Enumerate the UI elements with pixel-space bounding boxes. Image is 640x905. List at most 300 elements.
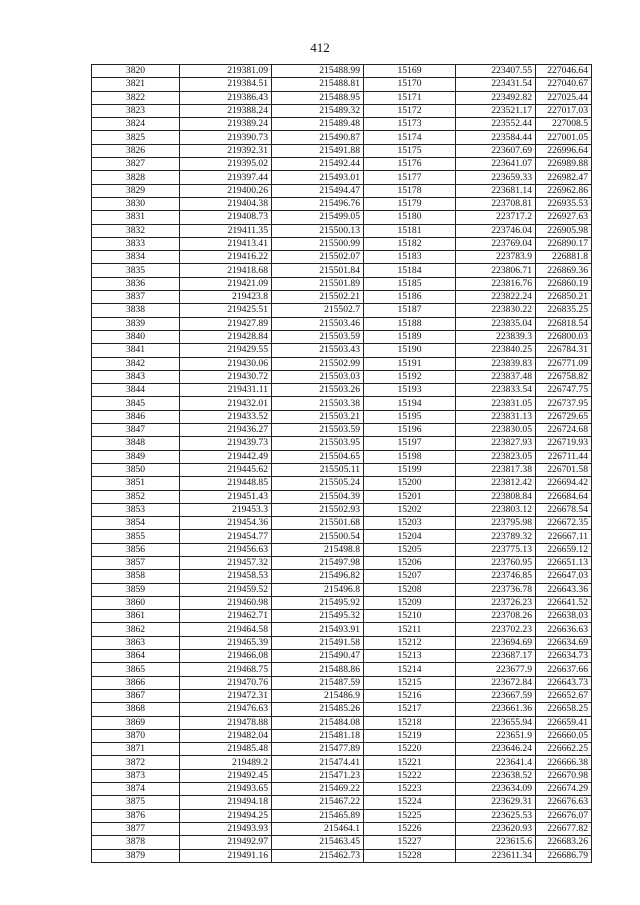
x-coordinate-cell: 223839.83 bbox=[456, 357, 536, 370]
x-coordinate-cell: 223812.42 bbox=[456, 477, 536, 490]
point-number-cell: 15196 bbox=[364, 424, 456, 437]
y-coordinate-cell: 226643.36 bbox=[536, 583, 592, 596]
table-row bbox=[92, 796, 592, 809]
point-number-cell: 3828 bbox=[92, 171, 180, 184]
x-coordinate-cell: 223806.71 bbox=[456, 264, 536, 277]
x-coordinate-cell: 219494.25 bbox=[180, 809, 272, 822]
x-coordinate-cell: 223746.85 bbox=[456, 570, 536, 583]
table-row bbox=[92, 477, 592, 490]
y-coordinate-cell: 226678.54 bbox=[536, 503, 592, 516]
y-coordinate-cell: 215494.47 bbox=[272, 184, 364, 197]
table-row bbox=[92, 769, 592, 782]
point-number-cell: 3843 bbox=[92, 370, 180, 383]
y-coordinate-cell: 226667.11 bbox=[536, 530, 592, 543]
table-row bbox=[92, 397, 592, 410]
x-coordinate-cell: 223492.82 bbox=[456, 91, 536, 104]
y-coordinate-cell: 215503.21 bbox=[272, 410, 364, 423]
x-coordinate-cell: 223431.54 bbox=[456, 78, 536, 91]
x-coordinate-cell: 223736.78 bbox=[456, 583, 536, 596]
table-row bbox=[92, 570, 592, 583]
y-coordinate-cell: 226647.03 bbox=[536, 570, 592, 583]
x-coordinate-cell: 219491.16 bbox=[180, 849, 272, 862]
table-row bbox=[92, 623, 592, 636]
point-number-cell: 3877 bbox=[92, 822, 180, 835]
y-coordinate-cell: 227017.03 bbox=[536, 104, 592, 117]
y-coordinate-cell: 215488.86 bbox=[272, 663, 364, 676]
x-coordinate-cell: 219386.43 bbox=[180, 91, 272, 104]
point-number-cell: 15172 bbox=[364, 104, 456, 117]
x-coordinate-cell: 219465.39 bbox=[180, 636, 272, 649]
y-coordinate-cell: 215503.95 bbox=[272, 437, 364, 450]
x-coordinate-cell: 219462.71 bbox=[180, 610, 272, 623]
y-coordinate-cell: 215492.44 bbox=[272, 158, 364, 171]
y-coordinate-cell: 215490.87 bbox=[272, 131, 364, 144]
y-coordinate-cell: 226660.05 bbox=[536, 729, 592, 742]
point-number-cell: 15218 bbox=[364, 716, 456, 729]
y-coordinate-cell: 226701.58 bbox=[536, 463, 592, 476]
point-number-cell: 15210 bbox=[364, 610, 456, 623]
table-row bbox=[92, 65, 592, 78]
point-number-cell: 3826 bbox=[92, 144, 180, 157]
y-coordinate-cell: 215503.38 bbox=[272, 397, 364, 410]
point-number-cell: 15180 bbox=[364, 211, 456, 224]
table-row bbox=[92, 756, 592, 769]
x-coordinate-cell: 223817.38 bbox=[456, 463, 536, 476]
x-coordinate-cell: 223625.53 bbox=[456, 809, 536, 822]
y-coordinate-cell: 215489.32 bbox=[272, 104, 364, 117]
point-number-cell: 3848 bbox=[92, 437, 180, 450]
table-row bbox=[92, 118, 592, 131]
point-number-cell: 15219 bbox=[364, 729, 456, 742]
table-row bbox=[92, 171, 592, 184]
x-coordinate-cell: 223611.34 bbox=[456, 849, 536, 862]
y-coordinate-cell: 226850.21 bbox=[536, 291, 592, 304]
point-number-cell: 3836 bbox=[92, 277, 180, 290]
y-coordinate-cell: 226869.36 bbox=[536, 264, 592, 277]
point-number-cell: 15214 bbox=[364, 663, 456, 676]
y-coordinate-cell: 215503.43 bbox=[272, 344, 364, 357]
y-coordinate-cell: 215502.7 bbox=[272, 304, 364, 317]
x-coordinate-cell: 223651.9 bbox=[456, 729, 536, 742]
y-coordinate-cell: 215505.11 bbox=[272, 463, 364, 476]
y-coordinate-cell: 226670.98 bbox=[536, 769, 592, 782]
point-number-cell: 15190 bbox=[364, 344, 456, 357]
point-number-cell: 3844 bbox=[92, 384, 180, 397]
point-number-cell: 3840 bbox=[92, 330, 180, 343]
point-number-cell: 3860 bbox=[92, 596, 180, 609]
point-number-cell: 3865 bbox=[92, 663, 180, 676]
y-coordinate-cell: 226641.52 bbox=[536, 596, 592, 609]
y-coordinate-cell: 215465.89 bbox=[272, 809, 364, 822]
point-number-cell: 3824 bbox=[92, 118, 180, 131]
table-row bbox=[92, 357, 592, 370]
x-coordinate-cell: 219478.88 bbox=[180, 716, 272, 729]
point-number-cell: 15203 bbox=[364, 517, 456, 530]
point-number-cell: 15223 bbox=[364, 783, 456, 796]
point-number-cell: 3863 bbox=[92, 636, 180, 649]
point-number-cell: 3878 bbox=[92, 836, 180, 849]
point-number-cell: 3850 bbox=[92, 463, 180, 476]
table-row bbox=[92, 543, 592, 556]
x-coordinate-cell: 223808.84 bbox=[456, 490, 536, 503]
x-coordinate-cell: 223835.04 bbox=[456, 317, 536, 330]
point-number-cell: 15174 bbox=[364, 131, 456, 144]
x-coordinate-cell: 223681.14 bbox=[456, 184, 536, 197]
point-number-cell: 3830 bbox=[92, 197, 180, 210]
point-number-cell: 15225 bbox=[364, 809, 456, 822]
x-coordinate-cell: 223708.26 bbox=[456, 610, 536, 623]
x-coordinate-cell: 219445.62 bbox=[180, 463, 272, 476]
x-coordinate-cell: 219416.22 bbox=[180, 251, 272, 264]
y-coordinate-cell: 226694.42 bbox=[536, 477, 592, 490]
x-coordinate-cell: 219390.73 bbox=[180, 131, 272, 144]
y-coordinate-cell: 215481.18 bbox=[272, 729, 364, 742]
x-coordinate-cell: 223726.23 bbox=[456, 596, 536, 609]
table-row bbox=[92, 131, 592, 144]
x-coordinate-cell: 219430.72 bbox=[180, 370, 272, 383]
y-coordinate-cell: 215469.22 bbox=[272, 783, 364, 796]
table-row bbox=[92, 822, 592, 835]
x-coordinate-cell: 219384.51 bbox=[180, 78, 272, 91]
point-number-cell: 3864 bbox=[92, 650, 180, 663]
y-coordinate-cell: 226676.07 bbox=[536, 809, 592, 822]
x-coordinate-cell: 219400.26 bbox=[180, 184, 272, 197]
table-row bbox=[92, 809, 592, 822]
x-coordinate-cell: 223646.24 bbox=[456, 743, 536, 756]
x-coordinate-cell: 219466.08 bbox=[180, 650, 272, 663]
y-coordinate-cell: 226935.53 bbox=[536, 197, 592, 210]
point-number-cell: 15173 bbox=[364, 118, 456, 131]
point-number-cell: 15208 bbox=[364, 583, 456, 596]
x-coordinate-cell: 219454.77 bbox=[180, 530, 272, 543]
point-number-cell: 3841 bbox=[92, 344, 180, 357]
table-row bbox=[92, 437, 592, 450]
y-coordinate-cell: 226683.26 bbox=[536, 836, 592, 849]
table-row bbox=[92, 610, 592, 623]
y-coordinate-cell: 226659.12 bbox=[536, 543, 592, 556]
y-coordinate-cell: 215501.68 bbox=[272, 517, 364, 530]
point-number-cell: 3866 bbox=[92, 676, 180, 689]
y-coordinate-cell: 226672.35 bbox=[536, 517, 592, 530]
point-number-cell: 3837 bbox=[92, 291, 180, 304]
x-coordinate-cell: 219451.43 bbox=[180, 490, 272, 503]
y-coordinate-cell: 215474.41 bbox=[272, 756, 364, 769]
point-number-cell: 15209 bbox=[364, 596, 456, 609]
point-number-cell: 3862 bbox=[92, 623, 180, 636]
table-row bbox=[92, 636, 592, 649]
table-row bbox=[92, 224, 592, 237]
point-number-cell: 15200 bbox=[364, 477, 456, 490]
y-coordinate-cell: 226719.93 bbox=[536, 437, 592, 450]
x-coordinate-cell: 223407.55 bbox=[456, 65, 536, 78]
y-coordinate-cell: 215500.13 bbox=[272, 224, 364, 237]
table-row bbox=[92, 304, 592, 317]
point-number-cell: 15192 bbox=[364, 370, 456, 383]
y-coordinate-cell: 226724.68 bbox=[536, 424, 592, 437]
x-coordinate-cell: 223775.13 bbox=[456, 543, 536, 556]
table-row bbox=[92, 197, 592, 210]
table-row bbox=[92, 716, 592, 729]
page-number: 412 bbox=[310, 40, 330, 55]
y-coordinate-cell: 226758.82 bbox=[536, 370, 592, 383]
table-row bbox=[92, 503, 592, 516]
x-coordinate-cell: 219432.01 bbox=[180, 397, 272, 410]
y-coordinate-cell: 215489.48 bbox=[272, 118, 364, 131]
x-coordinate-cell: 223659.33 bbox=[456, 171, 536, 184]
x-coordinate-cell: 219489.2 bbox=[180, 756, 272, 769]
x-coordinate-cell: 219476.63 bbox=[180, 703, 272, 716]
y-coordinate-cell: 226818.54 bbox=[536, 317, 592, 330]
x-coordinate-cell: 223687.17 bbox=[456, 650, 536, 663]
point-number-cell: 15199 bbox=[364, 463, 456, 476]
x-coordinate-cell: 219413.41 bbox=[180, 237, 272, 250]
y-coordinate-cell: 215471.23 bbox=[272, 769, 364, 782]
table-row bbox=[92, 158, 592, 171]
table-row bbox=[92, 583, 592, 596]
table-row bbox=[92, 251, 592, 264]
point-number-cell: 15186 bbox=[364, 291, 456, 304]
point-number-cell: 3853 bbox=[92, 503, 180, 516]
x-coordinate-cell: 223702.23 bbox=[456, 623, 536, 636]
y-coordinate-cell: 226637.66 bbox=[536, 663, 592, 676]
point-number-cell: 15197 bbox=[364, 437, 456, 450]
y-coordinate-cell: 215488.81 bbox=[272, 78, 364, 91]
y-coordinate-cell: 215499.05 bbox=[272, 211, 364, 224]
x-coordinate-cell: 219448.85 bbox=[180, 477, 272, 490]
point-number-cell: 15216 bbox=[364, 689, 456, 702]
table-row bbox=[92, 530, 592, 543]
point-number-cell: 3846 bbox=[92, 410, 180, 423]
point-number-cell: 15217 bbox=[364, 703, 456, 716]
x-coordinate-cell: 223634.09 bbox=[456, 783, 536, 796]
point-number-cell: 3875 bbox=[92, 796, 180, 809]
y-coordinate-cell: 215490.47 bbox=[272, 650, 364, 663]
point-number-cell: 3820 bbox=[92, 65, 180, 78]
y-coordinate-cell: 226677.82 bbox=[536, 822, 592, 835]
y-coordinate-cell: 215467.22 bbox=[272, 796, 364, 809]
x-coordinate-cell: 219436.27 bbox=[180, 424, 272, 437]
x-coordinate-cell: 223694.69 bbox=[456, 636, 536, 649]
x-coordinate-cell: 219439.73 bbox=[180, 437, 272, 450]
y-coordinate-cell: 226747.75 bbox=[536, 384, 592, 397]
x-coordinate-cell: 223816.76 bbox=[456, 277, 536, 290]
table-row bbox=[92, 676, 592, 689]
point-number-cell: 3845 bbox=[92, 397, 180, 410]
y-coordinate-cell: 215500.54 bbox=[272, 530, 364, 543]
point-number-cell: 15195 bbox=[364, 410, 456, 423]
y-coordinate-cell: 215500.99 bbox=[272, 237, 364, 250]
table-row bbox=[92, 729, 592, 742]
y-coordinate-cell: 226800.03 bbox=[536, 330, 592, 343]
x-coordinate-cell: 219411.35 bbox=[180, 224, 272, 237]
x-coordinate-cell: 223746.04 bbox=[456, 224, 536, 237]
x-coordinate-cell: 219464.58 bbox=[180, 623, 272, 636]
y-coordinate-cell: 227025.44 bbox=[536, 91, 592, 104]
x-coordinate-cell: 219425.51 bbox=[180, 304, 272, 317]
point-number-cell: 3821 bbox=[92, 78, 180, 91]
x-coordinate-cell: 223840.25 bbox=[456, 344, 536, 357]
x-coordinate-cell: 219418.68 bbox=[180, 264, 272, 277]
y-coordinate-cell: 215463.45 bbox=[272, 836, 364, 849]
table-row bbox=[92, 450, 592, 463]
y-coordinate-cell: 226729.65 bbox=[536, 410, 592, 423]
y-coordinate-cell: 215491.58 bbox=[272, 636, 364, 649]
x-coordinate-cell: 219392.31 bbox=[180, 144, 272, 157]
point-number-cell: 15228 bbox=[364, 849, 456, 862]
y-coordinate-cell: 226634.73 bbox=[536, 650, 592, 663]
point-number-cell: 15179 bbox=[364, 197, 456, 210]
x-coordinate-cell: 219494.18 bbox=[180, 796, 272, 809]
y-coordinate-cell: 226676.63 bbox=[536, 796, 592, 809]
x-coordinate-cell: 219460.98 bbox=[180, 596, 272, 609]
point-number-cell: 3870 bbox=[92, 729, 180, 742]
point-number-cell: 15222 bbox=[364, 769, 456, 782]
point-number-cell: 3835 bbox=[92, 264, 180, 277]
y-coordinate-cell: 215502.93 bbox=[272, 503, 364, 516]
table-row bbox=[92, 836, 592, 849]
point-number-cell: 15177 bbox=[364, 171, 456, 184]
y-coordinate-cell: 227008.5 bbox=[536, 118, 592, 131]
point-number-cell: 15176 bbox=[364, 158, 456, 171]
x-coordinate-cell: 219423.8 bbox=[180, 291, 272, 304]
x-coordinate-cell: 219433.52 bbox=[180, 410, 272, 423]
y-coordinate-cell: 215464.1 bbox=[272, 822, 364, 835]
x-coordinate-cell: 223823.05 bbox=[456, 450, 536, 463]
point-number-cell: 3832 bbox=[92, 224, 180, 237]
x-coordinate-cell: 219485.48 bbox=[180, 743, 272, 756]
y-coordinate-cell: 226835.25 bbox=[536, 304, 592, 317]
table-row bbox=[92, 517, 592, 530]
y-coordinate-cell: 215488.95 bbox=[272, 91, 364, 104]
x-coordinate-cell: 219457.32 bbox=[180, 556, 272, 569]
y-coordinate-cell: 226996.64 bbox=[536, 144, 592, 157]
x-coordinate-cell: 219492.45 bbox=[180, 769, 272, 782]
x-coordinate-cell: 219389.24 bbox=[180, 118, 272, 131]
x-coordinate-cell: 219493.65 bbox=[180, 783, 272, 796]
y-coordinate-cell: 226634.69 bbox=[536, 636, 592, 649]
point-number-cell: 15191 bbox=[364, 357, 456, 370]
x-coordinate-cell: 219388.24 bbox=[180, 104, 272, 117]
y-coordinate-cell: 226982.47 bbox=[536, 171, 592, 184]
y-coordinate-cell: 215486.9 bbox=[272, 689, 364, 702]
table-row bbox=[92, 184, 592, 197]
x-coordinate-cell: 223827.93 bbox=[456, 437, 536, 450]
x-coordinate-cell: 223708.81 bbox=[456, 197, 536, 210]
y-coordinate-cell: 215462.73 bbox=[272, 849, 364, 862]
x-coordinate-cell: 223831.05 bbox=[456, 397, 536, 410]
y-coordinate-cell: 215505.24 bbox=[272, 477, 364, 490]
x-coordinate-cell: 219493.93 bbox=[180, 822, 272, 835]
x-coordinate-cell: 219430.06 bbox=[180, 357, 272, 370]
table-row bbox=[92, 104, 592, 117]
x-coordinate-cell: 223831.13 bbox=[456, 410, 536, 423]
y-coordinate-cell: 226666.38 bbox=[536, 756, 592, 769]
point-number-cell: 3833 bbox=[92, 237, 180, 250]
y-coordinate-cell: 215504.65 bbox=[272, 450, 364, 463]
x-coordinate-cell: 223641.07 bbox=[456, 158, 536, 171]
y-coordinate-cell: 215497.98 bbox=[272, 556, 364, 569]
table-row bbox=[92, 78, 592, 91]
table-row bbox=[92, 743, 592, 756]
y-coordinate-cell: 215496.76 bbox=[272, 197, 364, 210]
x-coordinate-cell: 223655.94 bbox=[456, 716, 536, 729]
x-coordinate-cell: 223629.31 bbox=[456, 796, 536, 809]
table-row bbox=[92, 424, 592, 437]
point-number-cell: 15201 bbox=[364, 490, 456, 503]
x-coordinate-cell: 223607.69 bbox=[456, 144, 536, 157]
y-coordinate-cell: 227001.05 bbox=[536, 131, 592, 144]
x-coordinate-cell: 223677.9 bbox=[456, 663, 536, 676]
point-number-cell: 15171 bbox=[364, 91, 456, 104]
point-number-cell: 15189 bbox=[364, 330, 456, 343]
y-coordinate-cell: 226711.44 bbox=[536, 450, 592, 463]
x-coordinate-cell: 219381.09 bbox=[180, 65, 272, 78]
y-coordinate-cell: 215502.21 bbox=[272, 291, 364, 304]
x-coordinate-cell: 223837.48 bbox=[456, 370, 536, 383]
y-coordinate-cell: 215498.8 bbox=[272, 543, 364, 556]
y-coordinate-cell: 226962.86 bbox=[536, 184, 592, 197]
y-coordinate-cell: 227046.64 bbox=[536, 65, 592, 78]
x-coordinate-cell: 219492.97 bbox=[180, 836, 272, 849]
point-number-cell: 15226 bbox=[364, 822, 456, 835]
y-coordinate-cell: 215503.59 bbox=[272, 330, 364, 343]
point-number-cell: 15181 bbox=[364, 224, 456, 237]
x-coordinate-cell: 223783.9 bbox=[456, 251, 536, 264]
point-number-cell: 3852 bbox=[92, 490, 180, 503]
table-row bbox=[92, 317, 592, 330]
y-coordinate-cell: 226905.98 bbox=[536, 224, 592, 237]
y-coordinate-cell: 226784.31 bbox=[536, 344, 592, 357]
point-number-cell: 3842 bbox=[92, 357, 180, 370]
point-number-cell: 3879 bbox=[92, 849, 180, 862]
x-coordinate-cell: 219454.36 bbox=[180, 517, 272, 530]
y-coordinate-cell: 227040.67 bbox=[536, 78, 592, 91]
point-number-cell: 3823 bbox=[92, 104, 180, 117]
y-coordinate-cell: 226737.95 bbox=[536, 397, 592, 410]
point-number-cell: 3847 bbox=[92, 424, 180, 437]
table-row bbox=[92, 463, 592, 476]
point-number-cell: 15198 bbox=[364, 450, 456, 463]
point-number-cell: 3839 bbox=[92, 317, 180, 330]
table-row bbox=[92, 490, 592, 503]
point-number-cell: 3876 bbox=[92, 809, 180, 822]
point-number-cell: 3868 bbox=[92, 703, 180, 716]
table-row bbox=[92, 384, 592, 397]
x-coordinate-cell: 223641.4 bbox=[456, 756, 536, 769]
table-row bbox=[92, 291, 592, 304]
point-number-cell: 3874 bbox=[92, 783, 180, 796]
x-coordinate-cell: 219408.73 bbox=[180, 211, 272, 224]
point-number-cell: 15183 bbox=[364, 251, 456, 264]
x-coordinate-cell: 219397.44 bbox=[180, 171, 272, 184]
point-number-cell: 15188 bbox=[364, 317, 456, 330]
point-number-cell: 3872 bbox=[92, 756, 180, 769]
x-coordinate-cell: 219427.89 bbox=[180, 317, 272, 330]
point-number-cell: 3855 bbox=[92, 530, 180, 543]
x-coordinate-cell: 219468.75 bbox=[180, 663, 272, 676]
y-coordinate-cell: 215496.82 bbox=[272, 570, 364, 583]
point-number-cell: 15205 bbox=[364, 543, 456, 556]
y-coordinate-cell: 226686.79 bbox=[536, 849, 592, 862]
y-coordinate-cell: 226658.25 bbox=[536, 703, 592, 716]
x-coordinate-cell: 223833.54 bbox=[456, 384, 536, 397]
point-number-cell: 15227 bbox=[364, 836, 456, 849]
x-coordinate-cell: 219429.55 bbox=[180, 344, 272, 357]
x-coordinate-cell: 223521.17 bbox=[456, 104, 536, 117]
y-coordinate-cell: 226652.67 bbox=[536, 689, 592, 702]
x-coordinate-cell: 219459.52 bbox=[180, 583, 272, 596]
x-coordinate-cell: 223615.6 bbox=[456, 836, 536, 849]
